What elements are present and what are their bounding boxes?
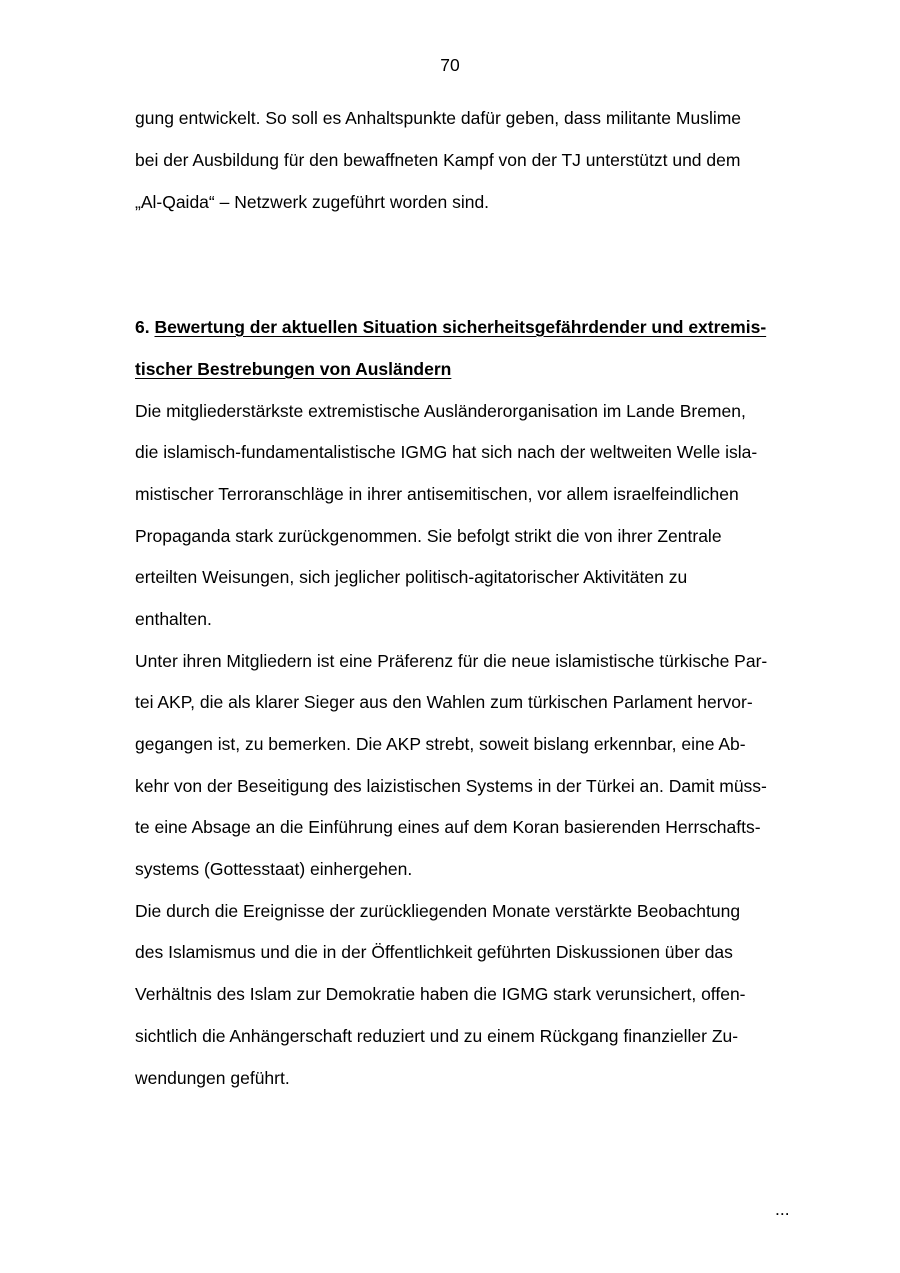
intro-line-1: gung entwickelt. So soll es Anhaltspunkte dafür geben, dass militante Muslime <box>135 108 742 128</box>
paragraph-2-line-2: tei AKP, die als klarer Sieger aus den Wahlen zum türkischen Parlament hervor- <box>135 692 753 712</box>
section-heading-line-1 <box>135 316 766 338</box>
paragraph-1-line-3: mistischer Terroranschläge in ihrer antisemitischen, vor allem israelfeindlichen <box>135 484 739 504</box>
section-title-part-1: Bewertung der aktuellen Situation sicherheitsgefährdender und extremis- <box>154 317 767 337</box>
page-number: 70 <box>440 55 460 75</box>
paragraph-3-line-4: sichtlich die Anhängerschaft reduziert und zu einem Rückgang finanzieller Zu- <box>135 1026 739 1046</box>
paragraph-2-line-4: kehr von der Beseitigung des laizistischen Systems in der Türkei an. Damit müss- <box>135 776 767 796</box>
paragraph-1-line-6: enthalten. <box>135 609 212 629</box>
paragraph-2-line-1: Unter ihren Mitgliedern ist eine Präferenz für die neue islamistische türkische Par- <box>135 651 768 671</box>
paragraph-3-line-1: Die durch die Ereignisse der zurückliegenden Monate verstärkte Beobachtung <box>135 901 741 921</box>
section-heading-line-2 <box>135 358 451 380</box>
paragraph-3-line-5: wendungen geführt. <box>135 1068 290 1088</box>
section-number: 6. <box>135 317 150 337</box>
intro-line-2: bei der Ausbildung für den bewaffneten Kampf von der TJ unterstützt und dem <box>135 150 741 170</box>
paragraph-1-line-1: Die mitgliederstärkste extremistische Ausländerorganisation im Lande Bremen, <box>135 401 746 421</box>
paragraph-2-line-6: systems (Gottesstaat) einhergehen. <box>135 859 413 879</box>
continuation-mark: ... <box>775 1199 790 1219</box>
paragraph-3-line-3: Verhältnis des Islam zur Demokratie haben die IGMG stark verunsichert, offen- <box>135 984 746 1004</box>
section-title-part-2: tischer Bestrebungen von Ausländern <box>135 359 452 379</box>
intro-line-3: „Al-Qaida“ – Netzwerk zugeführt worden sind. <box>135 192 490 212</box>
paragraph-1-line-2: die islamisch-fundamentalistische IGMG hat sich nach der weltweiten Welle isla- <box>135 442 758 462</box>
paragraph-1-line-4: Propaganda stark zurückgenommen. Sie befolgt strikt die von ihrer Zentrale <box>135 526 722 546</box>
paragraph-3-line-2: des Islamismus und die in der Öffentlichkeit geführten Diskussionen über das <box>135 942 733 962</box>
paragraph-1-line-5: erteilten Weisungen, sich jeglicher politisch-agitatorischer Aktivitäten zu <box>135 567 688 587</box>
paragraph-2-line-3: gegangen ist, zu bemerken. Die AKP strebt, soweit bislang erkennbar, eine Ab- <box>135 734 746 754</box>
paragraph-2-line-5: te eine Absage an die Einführung eines auf dem Koran basierenden Herrschafts- <box>135 817 761 837</box>
